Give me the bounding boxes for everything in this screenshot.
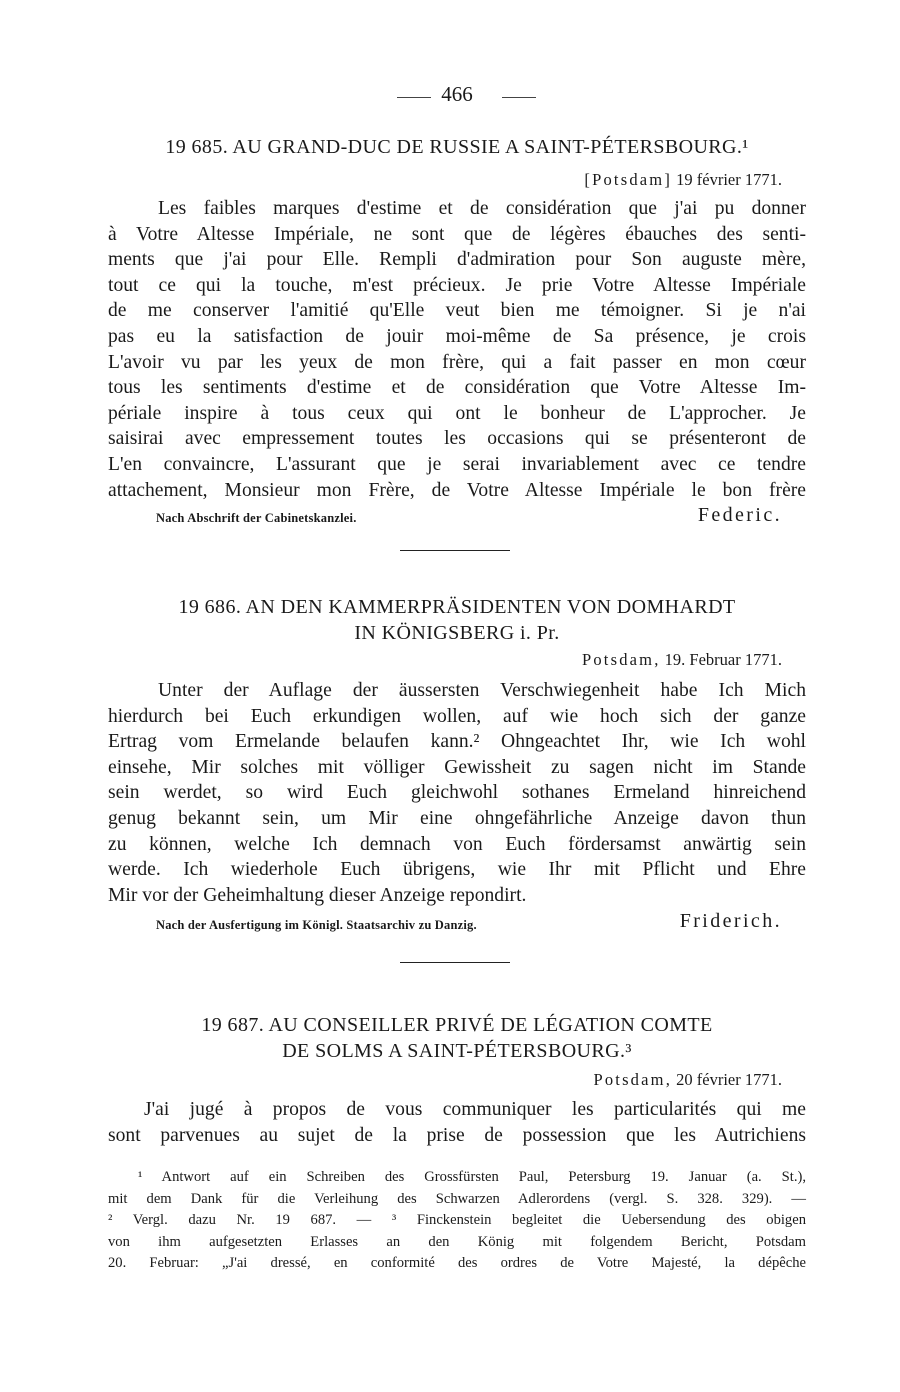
body-line: einsehe, Mir solches mit völliger Gewissheit zu sagen nicht im Stande <box>108 756 806 778</box>
body-line: Les faibles marques d'estime et de considération que j'ai pu donner <box>158 198 806 219</box>
dateline-date: 19. Februar 1771. <box>664 650 782 669</box>
section-divider <box>400 962 510 963</box>
section-divider <box>400 550 510 551</box>
dateline-place: Potsdam, <box>593 1070 673 1089</box>
body-line: tous les sentiments d'estime et de considération que Votre Altesse Im- <box>108 377 806 399</box>
body-line: à Votre Altesse Impériale, ne sont que de légères ébauches des senti- <box>108 223 806 245</box>
footnote-line: ² Vergl. dazu Nr. 19 687. — ³ Finckenstein begleitet die Uebersendung des obigen <box>108 1212 806 1228</box>
letter-body-19686 <box>108 678 806 908</box>
letter-title-line: IN KÖNIGSBERG i. Pr. <box>354 622 560 644</box>
body-line: périale inspire à tous ceux qui ont le bonheur de L'approcher. Je <box>108 402 806 424</box>
letter-title-19687 <box>108 1012 806 1064</box>
footnote-line: mit dem Dank für die Verleihung des Schwarzen Adlerordens (vergl. S. 328. 329). — <box>108 1190 806 1207</box>
body-line: werde. Ich wiederhole Euch übrigens, wie Ihr mit Pflicht und Ehre <box>108 859 806 881</box>
footnote-line: ¹ Antwort auf ein Schreiben des Grossfürsten Paul, Petersburg 19. Januar (a. St.), <box>138 1169 806 1185</box>
body-line: J'ai jugé à propos de vous communiquer les particularités qui me <box>144 1099 806 1120</box>
page-number: 466 <box>441 82 473 106</box>
dateline-place: [Potsdam] <box>584 170 673 189</box>
header-dash-right <box>502 97 536 98</box>
letter-title-line: 19 685. AU GRAND-DUC DE RUSSIE A SAINT-PÉTERSBOURG.¹ <box>165 136 749 158</box>
body-line: hierdurch bei Euch erkundigen wollen, auf wie hoch sich der ganze <box>108 705 806 727</box>
body-line: saisirai avec empressement toutes les occasions qui se présenteront de <box>108 428 806 450</box>
source-note: Nach Abschrift der Cabinetskanzlei. <box>156 511 357 525</box>
letter-title-19686 <box>108 594 806 646</box>
body-line: zu können, welche Ich demnach von Euch fördersamst anwärtig sein <box>108 833 806 855</box>
body-line: L'avoir vu par les yeux de mon frère, qui a fait passer en mon cœur <box>108 351 806 373</box>
page-header <box>108 82 806 112</box>
letter-title-line: 19 686. AN DEN KAMMERPRÄSIDENTEN VON DOMHARDT <box>178 596 736 618</box>
letter-dateline <box>582 650 782 670</box>
body-line: genug bekannt sein, um Mir eine ohngefährliche Anzeige davon thun <box>108 807 806 829</box>
letter-title-19685 <box>108 134 806 160</box>
body-line: attachement, Monsieur mon Frère, de Votre Altesse Impériale le bon frère <box>108 479 806 501</box>
signature: Federic. <box>697 504 782 526</box>
letter-title-line: DE SOLMS A SAINT-PÉTERSBOURG.³ <box>282 1040 632 1062</box>
letter-dateline <box>593 1070 782 1090</box>
letter-body-19687 <box>108 1097 806 1148</box>
body-line: sein werdet, so wird Euch gleichwohl sothanes Ermeland hinreichend <box>108 782 806 804</box>
body-line: sont parvenues au sujet de la prise de possession que les Autrichiens <box>108 1124 806 1146</box>
letter-body-19685 <box>108 196 806 503</box>
source-note: Nach der Ausfertigung im Königl. Staatsarchiv zu Danzig. <box>156 918 477 932</box>
letter-dateline <box>584 170 782 190</box>
body-line: pas eu la satisfaction de jouir moi-même de Sa présence, je crois <box>108 325 806 347</box>
footnote-line: von ihm aufgesetzten Erlasses an den König mit folgendem Bericht, Potsdam <box>108 1233 806 1250</box>
dateline-place: Potsdam, <box>581 650 661 669</box>
body-line: Unter der Auflage der äussersten Verschwiegenheit habe Ich Mich <box>158 680 806 701</box>
signature: Friderich. <box>679 910 782 932</box>
body-line: ments que j'ai pour Elle. Rempli d'admiration pour Son auguste mère, <box>108 249 806 271</box>
body-line: Mir vor der Geheimhaltung dieser Anzeige repondirt. <box>108 884 527 906</box>
footnote-line: 20. Februar: „J'ai dressé, en conformité des ordres de Votre Majesté, la dépêche <box>108 1255 806 1271</box>
dateline-date: 19 février 1771. <box>676 170 782 189</box>
letter-title-line: 19 687. AU CONSEILLER PRIVÉ DE LÉGATION COMTE <box>201 1014 713 1036</box>
body-line: Ertrag vom Ermelande belaufen kann.² Ohngeachtet Ihr, wie Ich wohl <box>108 731 806 753</box>
body-line: tout ce qui la touche, m'est précieux. Je prie Votre Altesse Impériale <box>108 274 806 296</box>
footnotes <box>108 1167 806 1275</box>
body-line: L'en convaincre, L'assurant que je serai invariablement avec ce tendre <box>108 453 806 475</box>
body-line: de me conserver l'amitié qu'Elle veut bien me témoigner. Si je n'ai <box>108 300 806 322</box>
dateline-date: 20 février 1771. <box>676 1070 782 1089</box>
